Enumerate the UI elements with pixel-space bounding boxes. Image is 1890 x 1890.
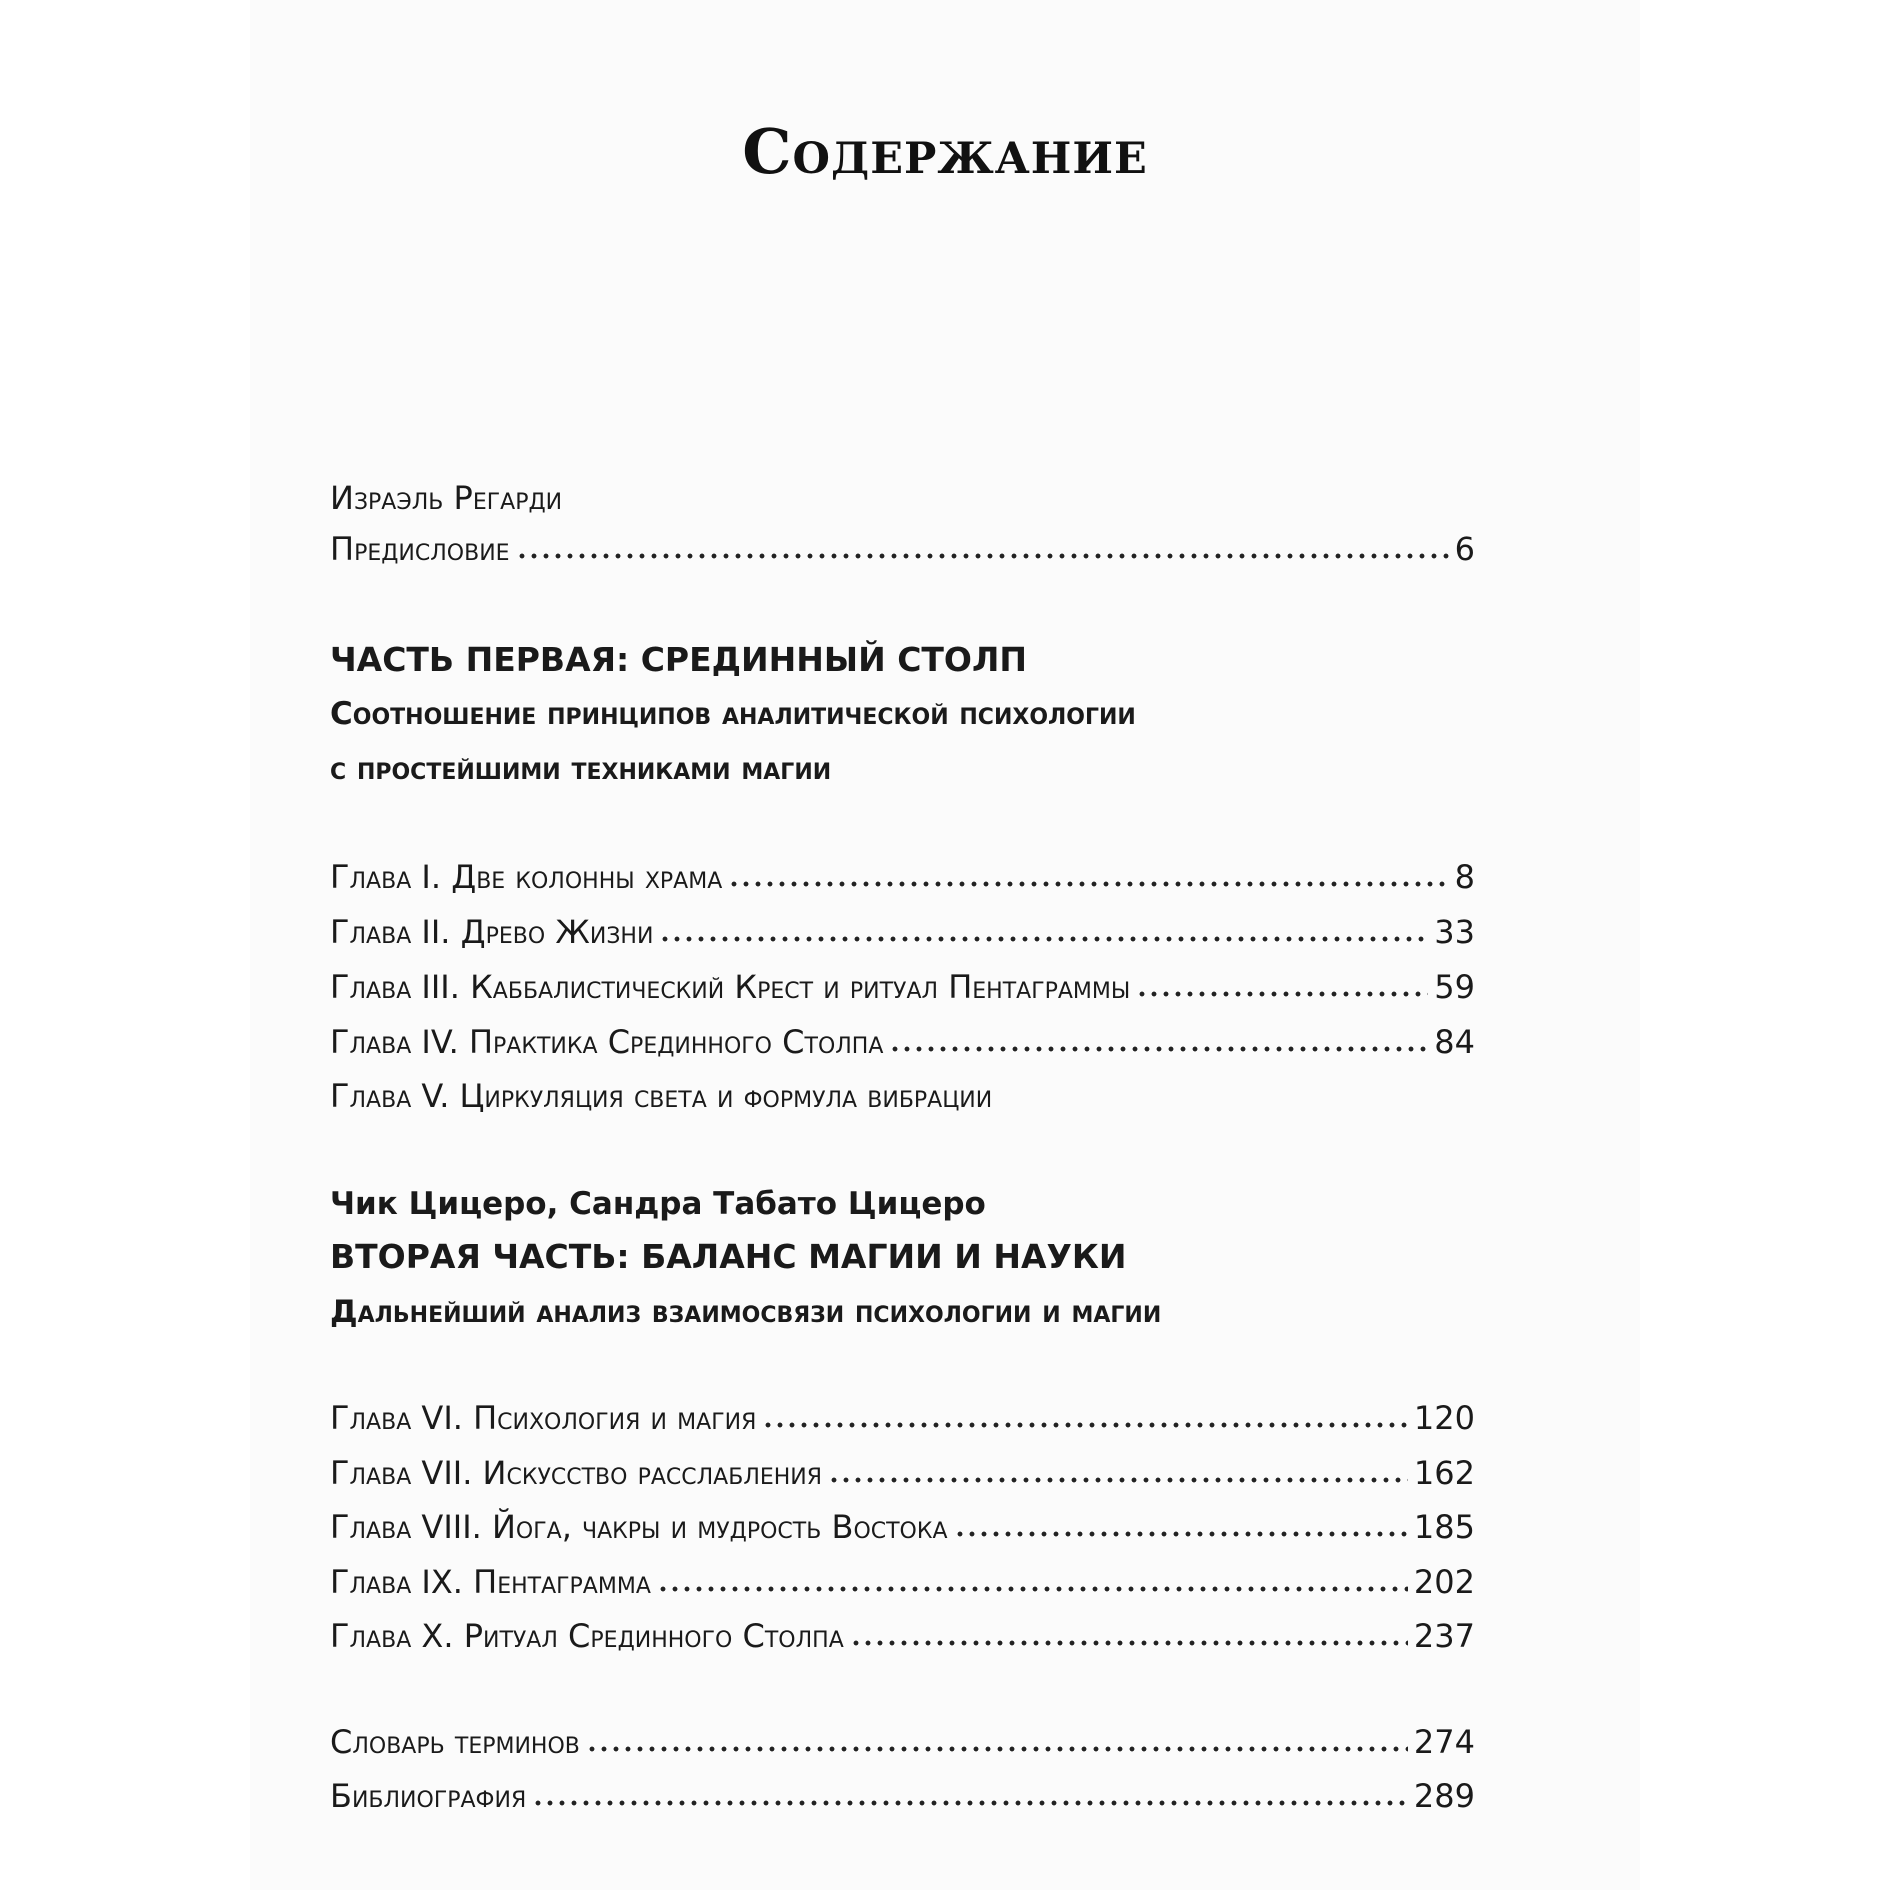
toc-entry-page: 289 [1413,1777,1475,1815]
toc-entry-page: 84 [1434,1023,1475,1061]
toc-entry[interactable] [330,911,1475,951]
toc-entry[interactable] [330,1076,1475,1116]
dot-leader [828,1452,1408,1484]
toc-entry-page: 8 [1454,858,1475,896]
toc-entry-page: 120 [1413,1399,1475,1437]
toc-entry-page: 33 [1434,913,1475,951]
dot-leader [889,1021,1428,1053]
dot-leader [850,1615,1408,1647]
dot-leader [532,1775,1408,1807]
toc-entry-label: Глава VIII. Йога, чакры и мудрость Востока [330,1508,948,1546]
toc-entry-label: Глава IV. Практика Срединного Столпа [330,1023,884,1061]
toc-entry[interactable] [330,1021,1475,1061]
part2-subtitle: Дальнейший анализ взаимосвязи психологии и магии [330,1294,1162,1330]
dot-leader [516,528,1449,560]
page-title: Содержание [742,115,1148,188]
toc-entry-page: 274 [1413,1723,1475,1761]
dot-leader [1136,966,1428,998]
toc-entry-label: Глава VI. Психология и магия [330,1399,757,1437]
toc-entry-page: 185 [1413,1508,1475,1546]
part1-heading: ЧАСТЬ ПЕРВАЯ: СРЕДИННЫЙ СТОЛП [330,640,1028,679]
toc-entry-page: 6 [1454,530,1475,568]
part2-heading: ВТОРАЯ ЧАСТЬ: БАЛАНС МАГИИ И НАУКИ [330,1237,1127,1276]
toc-entry[interactable] [330,966,1475,1006]
part1-subtitle-line2: с простейшими техниками магии [330,751,832,787]
toc-entry-label: Глава II. Древо Жизни [330,913,654,951]
dot-leader [954,1506,1408,1538]
toc-entry-label: Глава III. Каббалистический Крест и ритуал Пентаграммы [330,968,1131,1006]
intro-author: Израэль Регарди [330,479,563,517]
toc-entry-page: 162 [1413,1454,1475,1492]
toc-entry-label: Глава V. Циркуляция света и формула вибрации [330,1077,993,1115]
toc-entry[interactable] [330,1721,1475,1761]
part2-authors: Чик Цицеро, Сандра Табато Цицеро [330,1186,986,1222]
dot-leader [586,1721,1408,1753]
toc-entry[interactable] [330,1775,1475,1815]
toc-entry-label: Словарь терминов [330,1723,580,1761]
dot-leader [659,911,1428,943]
toc-entry-label: Глава VII. Искусство расслабления [330,1454,823,1492]
dot-leader [657,1561,1408,1593]
toc-entry-page: 237 [1413,1617,1475,1655]
toc-entry[interactable] [330,1452,1475,1492]
toc-entry-label: Предисловие [330,530,510,568]
dot-leader [728,856,1448,888]
toc-entry[interactable] [330,1506,1475,1546]
toc-entry-label: Глава IX. Пентаграмма [330,1563,651,1601]
toc-entry-label: Глава X. Ритуал Срединного Столпа [330,1617,844,1655]
toc-entry[interactable] [330,1615,1475,1655]
toc-entry[interactable] [330,1397,1475,1437]
toc-entry-label: Глава I. Две колонны храма [330,858,723,896]
toc-entry[interactable] [330,856,1475,896]
toc-entry-page: 202 [1413,1563,1475,1601]
dot-leader [762,1397,1408,1429]
toc-entry-page: 59 [1434,968,1475,1006]
toc-entry[interactable] [330,1561,1475,1601]
toc-entry-label: Библиография [330,1777,527,1815]
part1-subtitle-line1: Соотношение принципов аналитической психологии [330,696,1136,732]
toc-entry[interactable] [330,528,1475,568]
